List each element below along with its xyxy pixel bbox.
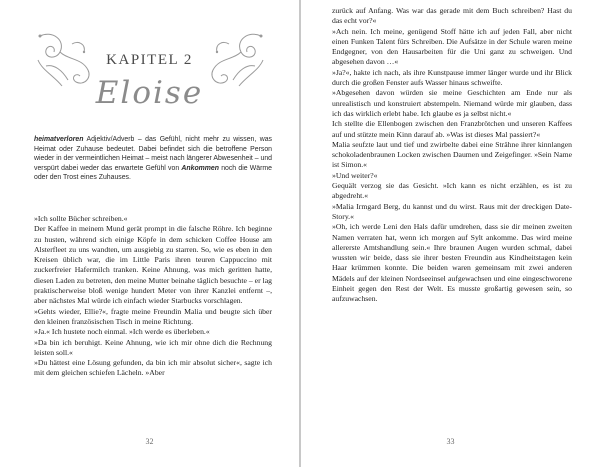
definition-tail: noch die Wärme oder den Trost eines Zuhauses.: [34, 164, 272, 182]
definition-block: [34, 135, 272, 183]
paragraph: »Ich sollte Bücher schreiben.«: [34, 214, 128, 223]
paragraph: »Da bin ich beruhigt. Keine Ahnung, wie ich mir ohne dich die Rechnung leisten soll.«: [34, 337, 272, 357]
paragraph: »Ja.« Ich hustete noch einmal. »Ich werde es überleben.«: [34, 327, 210, 337]
page-number-left: 32: [145, 437, 154, 446]
left-body-text: [34, 214, 272, 379]
paragraph: »Malia Irmgard Berg, du kannst und du wirst. Raus mit der dreckigen Date-Story.«: [332, 201, 572, 221]
paragraph: »Ja?«, hakte ich nach, als ihre Kunstpause immer länger wurde und ihr Blick durch die großen Fenster aufs Wasser hinaus schweifte.: [332, 67, 572, 88]
definition-text: Adjektiv/Adverb – das Gefühl, nicht mehr zu wissen, was Heimat oder Zuhause bedeutet. Dabei befindet sich die betroffene Person wieder in der vermeintlichen Heimat – meist nach längerer Abwesenheit – und verspürt dabei weder das erwartete Gefühl von: [34, 136, 272, 172]
paragraph: zurück auf Anfang. Was war das gerade mit dem Buch schreiben? Hast du das echt vor?«: [332, 6, 572, 26]
paragraph: »Oh, ich werde Leni den Hals dafür umdrehen, dass sie dir meinen zweiten Namen verraten hat, wenn ich morgen auf Sylt ankomme. Das wird meine allererste Amtshandlung sein.« Ihre braunen Augen wurden schmal, dabei wussten wir beide, dass sie ihrer besten Freundin aus Kindheitstagen kein Haar krümmen konnte. Die beiden waren gemeinsam mit zwei anderen Mädels auf der kleinen Nordseeinsel aufgewachsen und eine eingeschworene Einheit gegen den Rest der Welt. Es musste großartig gewesen sein, so aufzuwachsen.: [332, 222, 572, 304]
right-body-text: [332, 6, 572, 305]
chapter-title: Eloise: [95, 75, 204, 111]
paragraph: Malia seufzte laut und tief und zwirbelte dabei eine Strähne ihrer kinnlangen schokoladenbraunen Locken zwischen Daumen und Zeigefinger. »Sein Name ist Simon.«: [332, 139, 572, 170]
paragraph: Ich stellte die Ellenbogen zwischen den Franzbrötchen und unseren Kaffees auf und stützte mein Kinn darauf ab. »Was ist dieses Mal passiert?«: [332, 119, 572, 139]
paragraph: Der Kaffee in meinem Mund gerät prompt in die falsche Röhre. Ich beginne zu husten, während sich einige Köpfe in dem schicken Coffee House am Alsterfleet zu uns wandten, um ausgiebig zu starren. So, wie es eben in den Kreisen üblich war, die im Little Paris ihren teuren Cappuccino mit zuckerfreier Hafermilch tranken. Keine Ahnung, was mich geritten hatte, diesen Laden zu betreten, den meine Mutter beinahe täglich besuchte – er lag praktischerweise bloß wenige hundert Meter von ihrer Kanzlei entfernt –, aber nächstes Mal würde ich einfach wieder Starbucks vorschlagen.: [34, 224, 272, 306]
page-number-right: 33: [446, 437, 455, 446]
paragraph: »Ach nein. Ich meine, genügend Stoff hätte ich auf jeden Fall, aber nicht einen Funken Talent fürs Schreiben. Die Aufsätze in der Schule waren meine Endgegner, von den Hausarbeiten für die Uni ganz zu schweigen. Und abgesehen davon …«: [332, 26, 572, 67]
paragraph: »Abgesehen davon würden sie meine Geschichten am Ende nur als unrealistisch und konstruiert abstempeln. Niemand würde mir glauben, dass ich das wirklich erlebt habe. Ich glaube es ja selbst nicht.«: [332, 88, 572, 118]
right-page: [301, 0, 600, 467]
paragraph: »Du hättest eine Lösung gefunden, da bin ich mir absolut sicher«, sagte ich mit dem gleichen schiefen Lächeln. »Aber: [34, 358, 272, 378]
paragraph: Gequält verzog sie das Gesicht. »Ich kann es nicht erzählen, es ist zu abgedreht.«: [332, 181, 572, 201]
definition-term: heimatverloren: [34, 136, 84, 143]
left-page: [0, 0, 299, 467]
chapter-heading: KAPITEL 2: [106, 52, 193, 68]
paragraph: »Gehts wieder, Ellie?«, fragte meine Freundin Malia und beugte sich über den kleinen französischen Tisch in meine Richtung.: [34, 306, 272, 326]
definition-term-2: Ankommen: [181, 164, 219, 172]
paragraph: »Und weiter?«: [332, 170, 378, 180]
